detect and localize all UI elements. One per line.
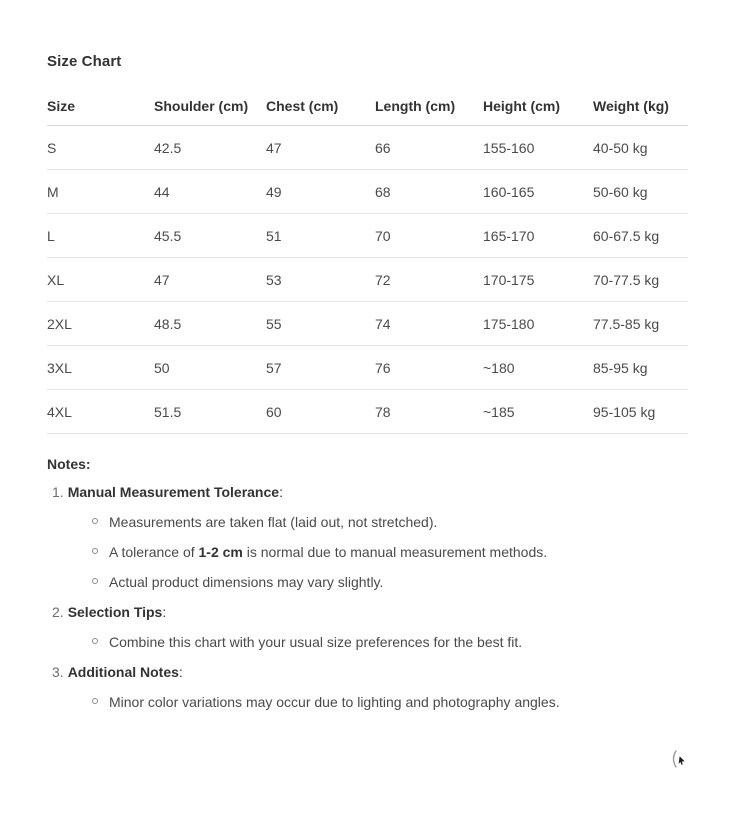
note-bullet xyxy=(47,512,688,532)
note-bullet-text xyxy=(109,692,560,712)
table-cell: 45.5 xyxy=(154,214,266,258)
bullet-circle-icon xyxy=(92,698,98,704)
table-row xyxy=(47,302,688,346)
table-cell: 70-77.5 kg xyxy=(593,258,688,302)
table-cell: 48.5 xyxy=(154,302,266,346)
note-bullet-text xyxy=(109,572,383,592)
text-run: Measurements are taken flat (laid out, not stretched). xyxy=(109,514,438,530)
table-cell: 47 xyxy=(266,126,375,170)
bullet-circle-icon xyxy=(92,548,98,554)
table-cell: ~180 xyxy=(483,346,593,390)
table-cell: 76 xyxy=(375,346,483,390)
note-item xyxy=(47,662,688,712)
column-header: Shoulder (cm) xyxy=(154,98,266,126)
note-suffix: : xyxy=(279,484,283,500)
note-number: 1. xyxy=(52,484,64,500)
text-run: Combine this chart with your usual size preferences for the best fit. xyxy=(109,634,523,650)
note-bullet xyxy=(47,572,688,592)
table-cell: 66 xyxy=(375,126,483,170)
table-cell: 50-60 kg xyxy=(593,170,688,214)
note-bullet-text xyxy=(109,632,522,652)
column-header: Chest (cm) xyxy=(266,98,375,126)
table-cell: 40-50 kg xyxy=(593,126,688,170)
table-cell: 72 xyxy=(375,258,483,302)
note-item-heading xyxy=(47,662,688,682)
table-cell: 60-67.5 kg xyxy=(593,214,688,258)
table-cell: 44 xyxy=(154,170,266,214)
table-cell: 60 xyxy=(266,390,375,434)
table-cell: 160-165 xyxy=(483,170,593,214)
bullet-circle-icon xyxy=(92,578,98,584)
table-cell: 42.5 xyxy=(154,126,266,170)
table-cell: 55 xyxy=(266,302,375,346)
table-cell: 2XL xyxy=(47,302,154,346)
note-item-heading xyxy=(47,602,688,622)
table-cell: 70 xyxy=(375,214,483,258)
mouse-cursor-icon xyxy=(666,747,694,775)
note-title: Selection Tips xyxy=(67,604,163,620)
table-cell: 155-160 xyxy=(483,126,593,170)
table-row xyxy=(47,346,688,390)
text-run: A tolerance of xyxy=(109,544,199,560)
table-cell: 50 xyxy=(154,346,266,390)
table-row xyxy=(47,126,688,170)
table-body xyxy=(47,126,688,434)
size-table xyxy=(47,98,688,434)
table-row xyxy=(47,390,688,434)
bullet-circle-icon xyxy=(92,518,98,524)
table-cell: 3XL xyxy=(47,346,154,390)
table-cell: M xyxy=(47,170,154,214)
note-number: 2. xyxy=(52,604,64,620)
table-cell: 47 xyxy=(154,258,266,302)
table-cell: S xyxy=(47,126,154,170)
notes-list xyxy=(47,482,688,712)
text-run: Actual product dimensions may vary slightly. xyxy=(109,574,384,590)
text-run: Minor color variations may occur due to lighting and photography angles. xyxy=(109,694,560,710)
notes-heading: Notes: xyxy=(47,456,91,472)
size-chart-page xyxy=(0,53,734,817)
table-header-row xyxy=(47,98,688,126)
bullet-circle-icon xyxy=(92,638,98,644)
table-cell: 78 xyxy=(375,390,483,434)
table-cell: 53 xyxy=(266,258,375,302)
page-title: Size Chart xyxy=(47,53,122,70)
column-header: Length (cm) xyxy=(375,98,483,126)
note-item-heading xyxy=(47,482,688,502)
column-header: Height (cm) xyxy=(483,98,593,126)
table-cell: 4XL xyxy=(47,390,154,434)
note-suffix: : xyxy=(178,664,183,680)
column-header: Weight (kg) xyxy=(593,98,688,126)
table-cell: 68 xyxy=(375,170,483,214)
table-cell: 95-105 kg xyxy=(593,390,688,434)
table-cell: 49 xyxy=(266,170,375,214)
table-cell: 77.5-85 kg xyxy=(593,302,688,346)
text-run: is normal due to manual measurement methods. xyxy=(242,544,548,560)
table-cell: 85-95 kg xyxy=(593,346,688,390)
note-number: 3. xyxy=(52,664,64,680)
note-title: Additional Notes xyxy=(67,664,179,680)
table-cell: 165-170 xyxy=(483,214,593,258)
table-cell: 170-175 xyxy=(483,258,593,302)
table-row xyxy=(47,170,688,214)
note-bullet xyxy=(47,542,688,562)
table-cell: 74 xyxy=(375,302,483,346)
column-header: Size xyxy=(47,98,154,126)
note-bullet-text xyxy=(109,542,547,562)
note-item xyxy=(47,482,688,592)
table-row xyxy=(47,258,688,302)
table-cell: 51.5 xyxy=(154,390,266,434)
note-item xyxy=(47,602,688,652)
note-suffix: : xyxy=(162,604,167,620)
note-bullet xyxy=(47,632,688,652)
note-title: Manual Measurement Tolerance xyxy=(67,484,280,500)
note-bullet-text xyxy=(109,512,437,532)
table-cell: ~185 xyxy=(483,390,593,434)
content-area xyxy=(0,53,734,712)
table-cell: XL xyxy=(47,258,154,302)
table-cell: L xyxy=(47,214,154,258)
table-cell: 51 xyxy=(266,214,375,258)
table-row xyxy=(47,214,688,258)
note-bullet xyxy=(47,692,688,712)
table-cell: 175-180 xyxy=(483,302,593,346)
table-cell: 57 xyxy=(266,346,375,390)
text-run: 1-2 cm xyxy=(198,544,243,560)
